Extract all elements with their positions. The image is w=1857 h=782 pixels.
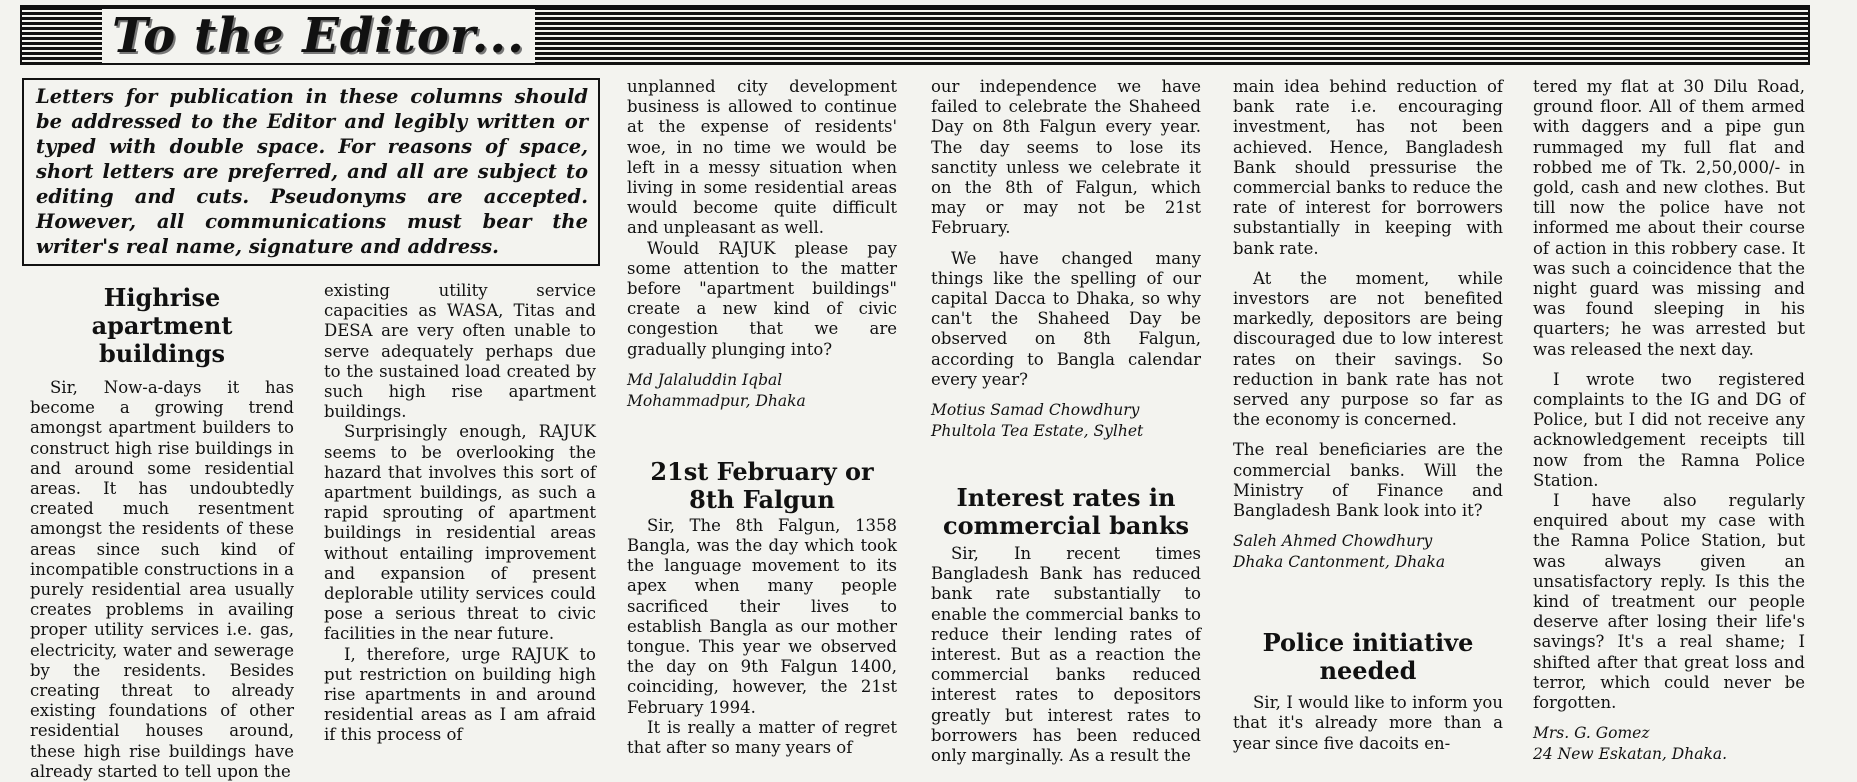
highrise-signature-name: Md Jalaluddin Iqbal — [627, 370, 783, 389]
police-heading: Police initiative needed — [1262, 628, 1474, 686]
section-banner — [20, 5, 1810, 65]
falgun-signature — [931, 400, 1201, 442]
highrise-paragraph-5: unplanned city development business is allowed to continue at the expense of residents' woe, in no time we would be left in a messy situation when living in some residential areas would become quite difficult and unpleasant as well. — [627, 77, 897, 238]
editorial-notice: Letters for publication in these columns should be addressed to the Editor and legibly written or typed with double space. For reasons of space, short letters are preferred, and all are subject to editing and cuts. Pseudonyms are accepted. However, all communications must bear the writer's real name, signature and address. — [22, 78, 600, 266]
column-5 — [1233, 77, 1503, 754]
interest-signature — [1233, 531, 1503, 573]
highrise-paragraph-4: I, therefore, urge RAJUK to put restriction on building high rise apartments in and around residential areas as I am afraid if this process of — [324, 644, 596, 745]
interest-paragraph-3: At the moment, while investors are not benefited markedly, depositors are being discouraged due to low interest rates on their savings. So reduction in bank rate has not served any purpose so far as the economy is concerned. — [1233, 268, 1503, 430]
police-signature-name: Mrs. G. Gomez — [1533, 724, 1650, 743]
police-paragraph-3: I wrote two registered complaints to the IG and DG of Police, but I did not receive any acknowledgement receipts till now from the Ramna Police Station. — [1533, 369, 1805, 490]
column-2 — [324, 281, 596, 746]
interest-paragraph-4: The real beneficiaries are the commercial banks. Will the Ministry of Finance and Bangladesh Bank look into it? — [1233, 440, 1503, 521]
police-paragraph-1: Sir, I would like to inform you that it's already more than a year since five dacoits en- — [1233, 693, 1503, 753]
interest-paragraph-1: Sir, In recent times Bangladesh Bank has reduced bank rate substantially to enable the commercial banks to reduce their lending rates of interest. But as a reaction the commercial banks reduced interest rates to depositors greatly but interest rates to borrowers has been reduced only marginally. As a result the — [931, 544, 1201, 766]
column-3 — [627, 77, 897, 758]
police-paragraph-2: tered my flat at 30 Dilu Road, ground floor. All of them armed with daggers and a pipe gun rummaged my full flat and robbed me of Tk. 2,50,000/- in gold, cash and new clothes. But till now the police have not informed me about their course of action in this robbery case. It was such a coincidence that the night guard was missing and was found sleeping in his quarters; he was arrested but was released the next day. — [1533, 77, 1805, 359]
falgun-paragraph-3: our independence we have failed to celebrate the Shaheed Day on 8th Falgun every year. The day seems to lose its sanctity unless we celebrate it on the 8th of Falgun, which may or may not be 21st February. — [931, 77, 1201, 238]
falgun-signature-place: Phultola Tea Estate, Sylhet — [931, 422, 1144, 441]
highrise-heading: Highrise apartment buildings — [91, 283, 233, 368]
interest-paragraph-2: main idea behind reduction of bank rate i.e. encouraging investment, has not been achieved. Hence, Bangladesh Bank should pressurise the commercial banks to reduce the rate of interest for borrowers substantially in keeping with bank rate. — [1233, 77, 1503, 258]
police-signature-place: 24 New Eskatan, Dhaka. — [1533, 745, 1727, 764]
police-signature — [1533, 723, 1805, 765]
column-4 — [931, 77, 1201, 766]
falgun-heading: 21st February or 8th Falgun — [650, 456, 874, 514]
highrise-paragraph-2: existing utility service capacities as WASA, Titas and DESA are very often unable to serve adequately perhaps due to the sustained load created by such high rise apartment buildings. — [324, 281, 596, 422]
falgun-signature-name: Motius Samad Chowdhury — [931, 401, 1140, 420]
highrise-paragraph-1: Sir, Now-a-days it has become a growing trend amongst apartment builders to construct high rise buildings in and around some residential areas. It has undoubtedly created much resentment amongst the residents of these areas since such kind of incompatible constructions in a purely residential area usually creates problems in availing proper utility services i.e. gas, electricity, water and sewerage by the residents. Besides creating threat to already existing foundations of other residential houses around, these high rise buildings have already started to tell upon the — [30, 378, 294, 781]
interest-heading: Interest rates in commercial banks — [943, 483, 1189, 541]
falgun-paragraph-4: We have changed many things like the spelling of our capital Dacca to Dhaka, so why can't the Shaheed Day be observed on 8th Falgun, according to Bangla calendar every year? — [931, 248, 1201, 389]
highrise-paragraph-3: Surprisingly enough, RAJUK seems to be overlooking the hazard that involves this sort of apartment buildings, as such a rapid sprouting of apartment buildings in residential areas without entailing improvement and expansion of present deplorable utility services could pose a serious threat to civic facilities in the near future. — [324, 422, 596, 644]
column-6 — [1533, 77, 1805, 765]
police-paragraph-4: I have also regularly enquired about my case with the Ramna Police Station, but was always given an unsatisfactory reply. Is this the kind of treatment our people deserve after losing their life's savings? It's a real shame; I shifted after that great loss and terror, which could never be forgotten. — [1533, 491, 1805, 713]
falgun-paragraph-1: Sir, The 8th Falgun, 1358 Bangla, was the day which took the language movement to its apex when many people sacrificed their lives to establish Bangla as our mother tongue. This year we observed the day on 9th Falgun 1400, coinciding, however, the 21st February 1994. — [627, 515, 897, 717]
highrise-paragraph-6: Would RAJUK please pay some attention to the matter before "apartment buildings" create a new kind of civic congestion that we are gradually plunging into? — [627, 238, 897, 359]
highrise-signature-place: Mohammadpur, Dhaka — [627, 391, 806, 410]
interest-signature-place: Dhaka Cantonment, Dhaka — [1233, 553, 1446, 572]
highrise-signature — [627, 370, 897, 412]
column-1 — [30, 284, 294, 782]
falgun-paragraph-2: It is really a matter of regret that after so many years of — [627, 717, 897, 758]
section-title: To the Editor... — [102, 9, 535, 63]
interest-signature-name: Saleh Ahmed Chowdhury — [1233, 532, 1433, 551]
